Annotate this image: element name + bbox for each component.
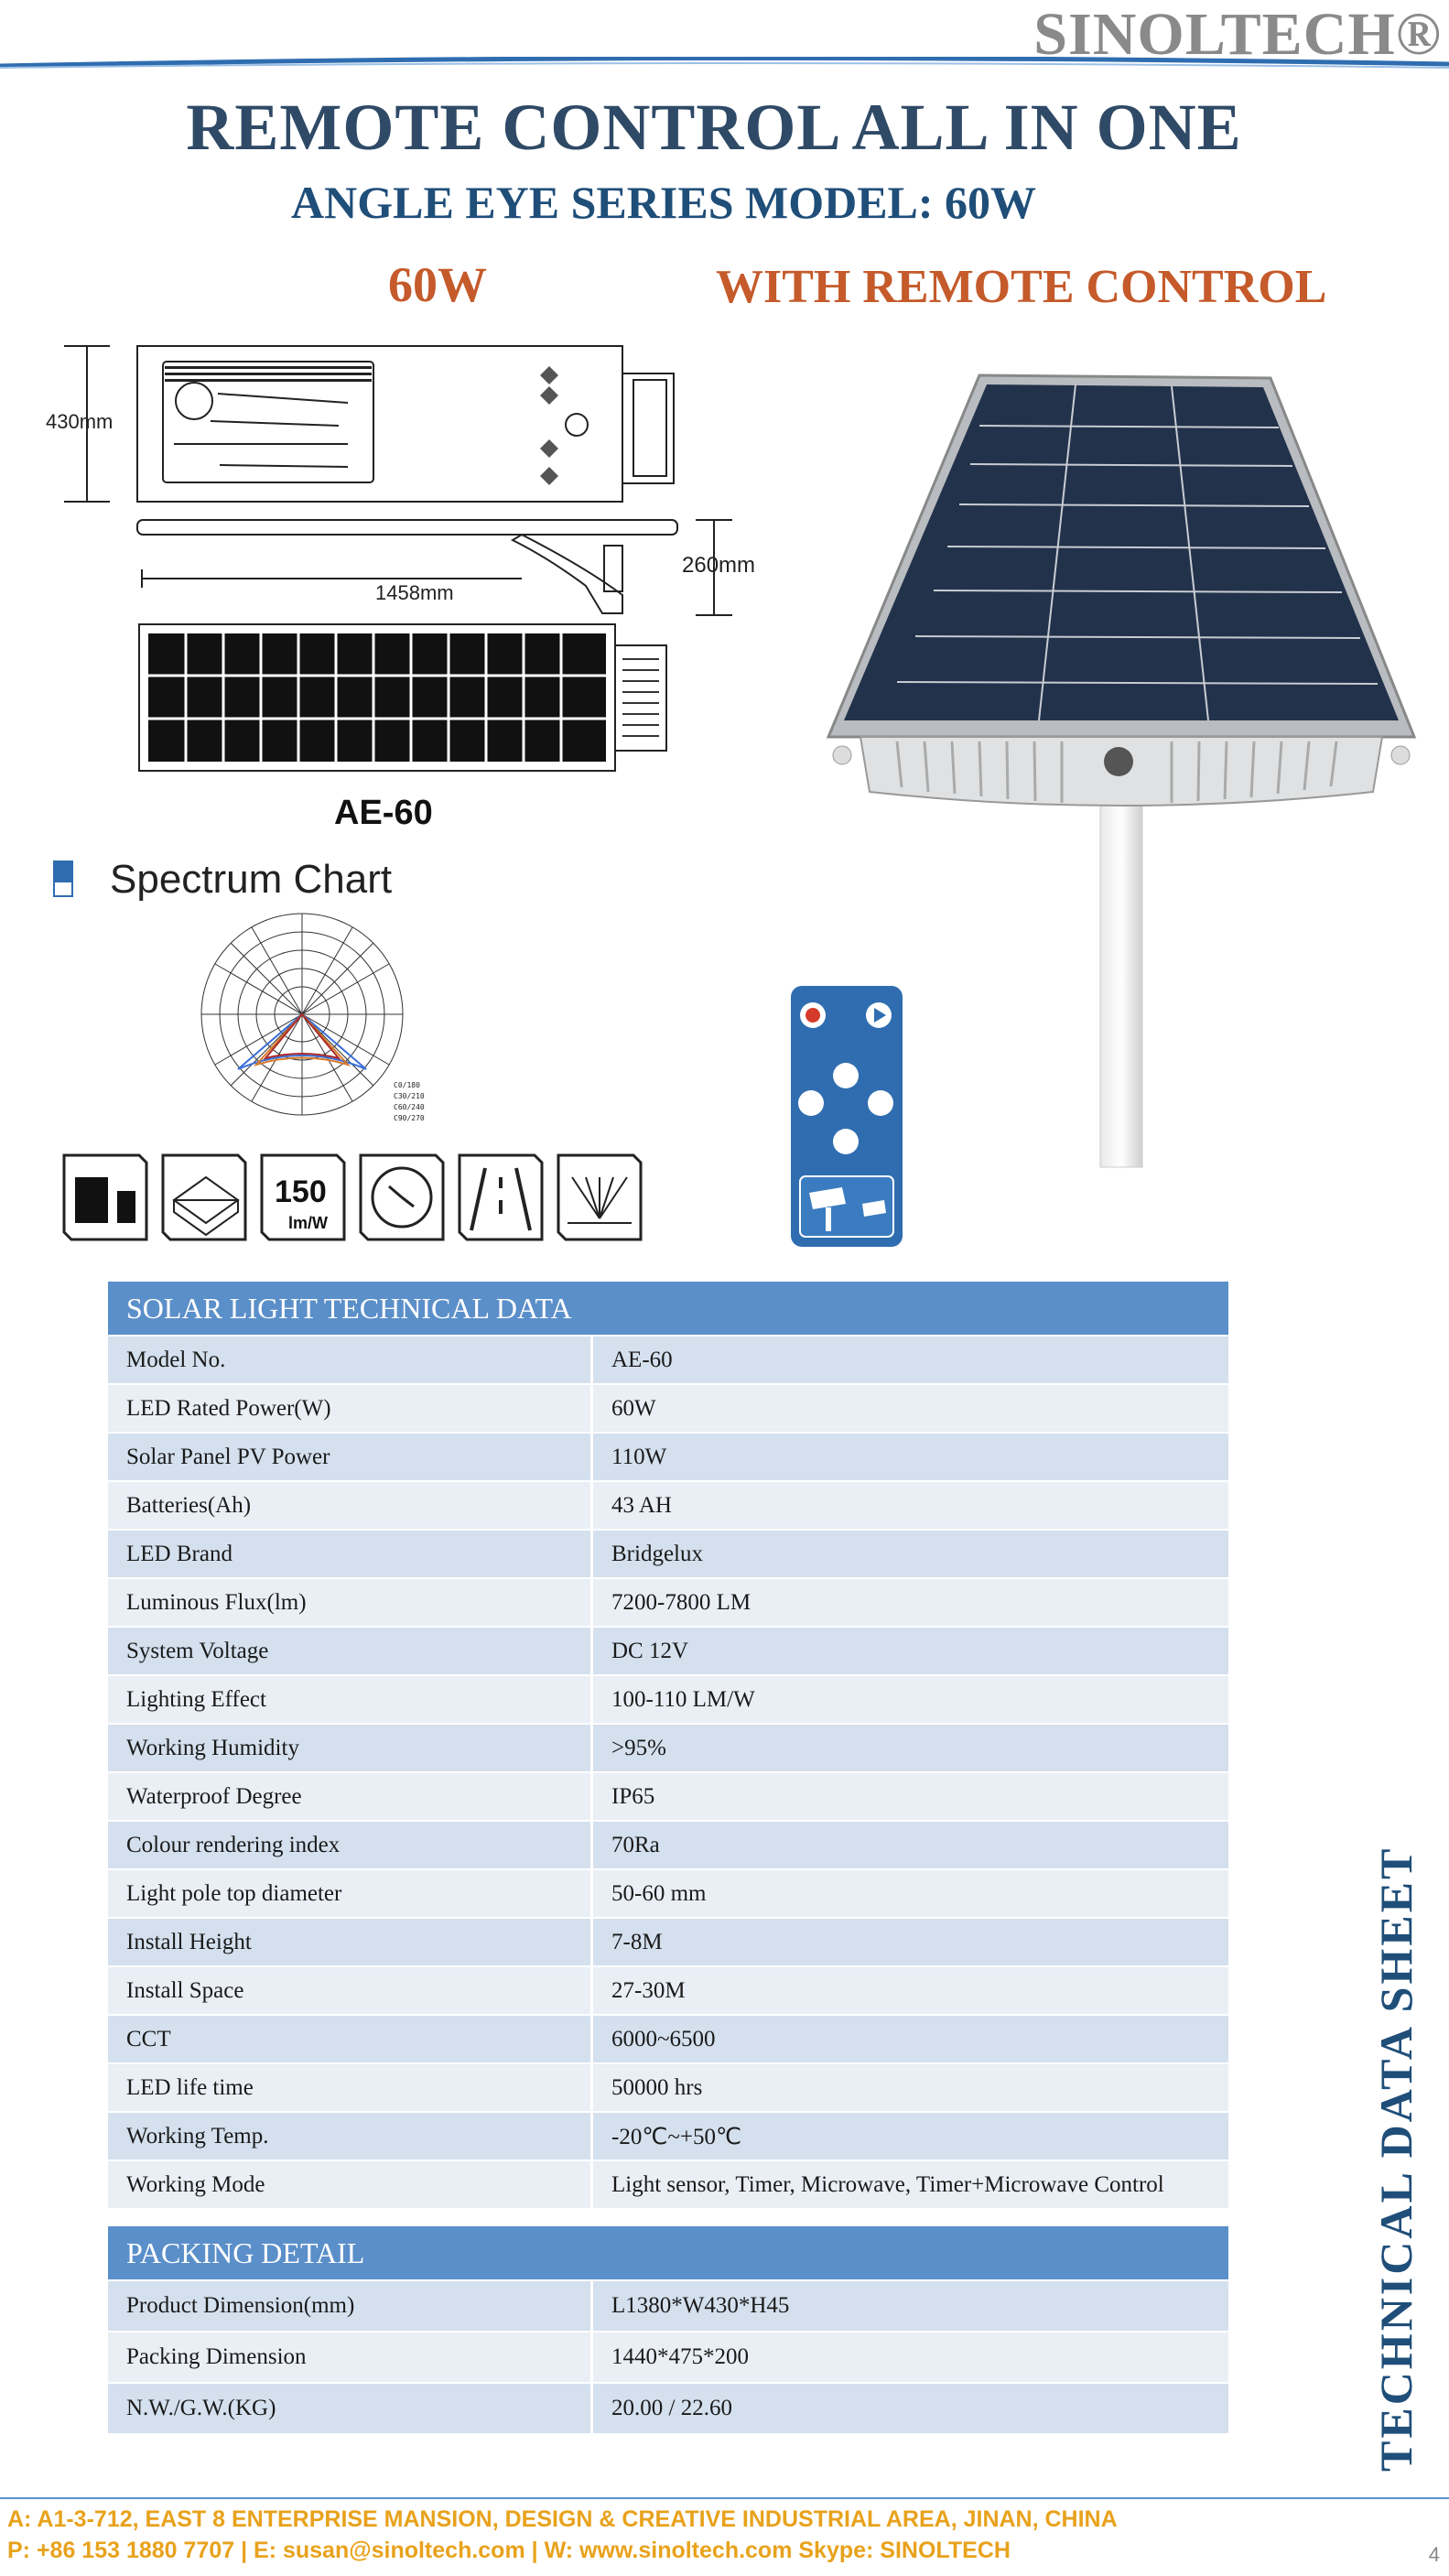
page-title: REMOTE CONTROL ALL IN ONE (186, 91, 1242, 164)
row-value: IP65 (593, 1773, 1228, 1820)
row-value: 7200-7800 LM (593, 1579, 1228, 1626)
panel-box-icon (174, 1177, 238, 1235)
efficacy-unit: lm/W (288, 1214, 328, 1232)
row-label: LED Brand (108, 1531, 593, 1577)
row-value: Bridgelux (593, 1531, 1228, 1577)
row-label: Lighting Effect (108, 1676, 593, 1723)
table-row (108, 2279, 1228, 2331)
height-dim-label: 430mm (46, 410, 114, 433)
timer-clock-icon (373, 1168, 431, 1227)
feature-icons (55, 1150, 659, 1246)
row-label: Waterproof Degree (108, 1773, 593, 1820)
table-row (108, 1674, 1228, 1723)
efficacy-value: 150 (275, 1174, 327, 1209)
table-row (108, 1577, 1228, 1626)
dimension-drawing (37, 330, 787, 842)
model-label: AE-60 (334, 794, 433, 832)
row-value: 100-110 LM/W (593, 1676, 1228, 1723)
row-label: Batteries(Ah) (108, 1482, 593, 1529)
row-label: Install Space (108, 1967, 593, 2014)
table-row (108, 1965, 1228, 2014)
power-label: 60W (388, 257, 487, 312)
remote-label: WITH REMOTE CONTROL (716, 261, 1327, 313)
road-icon (471, 1168, 530, 1230)
table-row (108, 2062, 1228, 2111)
spectrum-chart-title: Spectrum Chart (110, 857, 393, 902)
table-row (108, 2159, 1228, 2208)
row-value: 20.00 / 22.60 (593, 2384, 1228, 2433)
svg-text:C30/210: C30/210 (394, 1092, 425, 1100)
light-beam-icon (568, 1177, 632, 1223)
row-value: -20℃~+50℃ (593, 2113, 1228, 2159)
row-label: Working Temp. (108, 2113, 593, 2159)
row-value: 43 AH (593, 1482, 1228, 1529)
brand-logo: SINOLTECH® (1033, 1, 1442, 68)
table-row (108, 1383, 1228, 1432)
row-value: 7-8M (593, 1919, 1228, 1965)
table-row (108, 1480, 1228, 1529)
table-row (108, 2331, 1228, 2382)
row-value: AE-60 (593, 1337, 1228, 1383)
table-row (108, 1917, 1228, 1965)
table-row (108, 1432, 1228, 1480)
table-row (108, 1723, 1228, 1771)
table-row (108, 1335, 1228, 1383)
product-photo (824, 362, 1419, 1176)
row-label: Install Height (108, 1919, 593, 1965)
row-label: Product Dimension(mm) (108, 2281, 593, 2331)
table-row (108, 2014, 1228, 2062)
row-value: 1440*475*200 (593, 2332, 1228, 2382)
row-value: 50-60 mm (593, 1870, 1228, 1917)
table-row (108, 1529, 1228, 1577)
page-subtitle: ANGLE EYE SERIES MODEL: 60W (291, 177, 1037, 228)
header-divider (0, 57, 1449, 70)
row-label: System Voltage (108, 1628, 593, 1674)
page-number: 4 (1428, 2543, 1440, 2566)
technical-data-sheet-label: TECHNICAL DATA SHEET (1370, 1845, 1422, 2472)
solar-battery-icon (75, 1177, 135, 1223)
row-label: Luminous Flux(lm) (108, 1579, 593, 1626)
remote-control-image (787, 984, 906, 1250)
technical-data-table (108, 1282, 1228, 2208)
row-label: Solar Panel PV Power (108, 1434, 593, 1480)
table-row (108, 2111, 1228, 2159)
row-value: L1380*W430*H45 (593, 2281, 1228, 2331)
row-value: 70Ra (593, 1822, 1228, 1868)
row-label: N.W./G.W.(KG) (108, 2384, 593, 2433)
technical-data-header: SOLAR LIGHT TECHNICAL DATA (108, 1282, 1228, 1335)
row-value: 110W (593, 1434, 1228, 1480)
row-label: Packing Dimension (108, 2332, 593, 2382)
row-label: LED Rated Power(W) (108, 1385, 593, 1432)
svg-text:C0/180: C0/180 (394, 1081, 420, 1089)
spectrum-polar-diagram (174, 904, 467, 1152)
footer-contact: P: +86 153 1880 7707 | E: susan@sinoltech.com | W: www.sinoltech.com Skype: SINOLTECH (7, 2538, 1011, 2563)
row-value: DC 12V (593, 1628, 1228, 1674)
table-row (108, 1820, 1228, 1868)
row-value: 27-30M (593, 1967, 1228, 2014)
footer-divider (0, 2497, 1449, 2499)
row-label: CCT (108, 2016, 593, 2062)
row-label: Colour rendering index (108, 1822, 593, 1868)
section-bullet-icon (53, 860, 73, 895)
packing-detail-table (108, 2226, 1228, 2433)
row-label: LED life time (108, 2064, 593, 2111)
footer-address: A: A1-3-712, EAST 8 ENTERPRISE MANSION, DESIGN & CREATIVE INDUSTRIAL AREA, JINAN, CHINA (7, 2506, 1118, 2532)
depth-dim-label: 260mm (682, 553, 756, 578)
row-value: >95% (593, 1725, 1228, 1771)
row-value: 6000~6500 (593, 2016, 1228, 2062)
table-row (108, 1771, 1228, 1820)
row-label: Working Mode (108, 2161, 593, 2208)
row-label: Model No. (108, 1337, 593, 1383)
row-value: 60W (593, 1385, 1228, 1432)
table-row (108, 2382, 1228, 2433)
row-value: 50000 hrs (593, 2064, 1228, 2111)
svg-text:C90/270: C90/270 (394, 1114, 425, 1122)
table-row (108, 1626, 1228, 1674)
row-label: Working Humidity (108, 1725, 593, 1771)
table-row (108, 1868, 1228, 1917)
length-dim-label: 1458mm (375, 581, 454, 604)
row-value: Light sensor, Timer, Microwave, Timer+Microwave Control (593, 2161, 1228, 2208)
packing-detail-header: PACKING DETAIL (108, 2226, 1228, 2279)
svg-text:C60/240: C60/240 (394, 1103, 425, 1111)
row-label: Light pole top diameter (108, 1870, 593, 1917)
